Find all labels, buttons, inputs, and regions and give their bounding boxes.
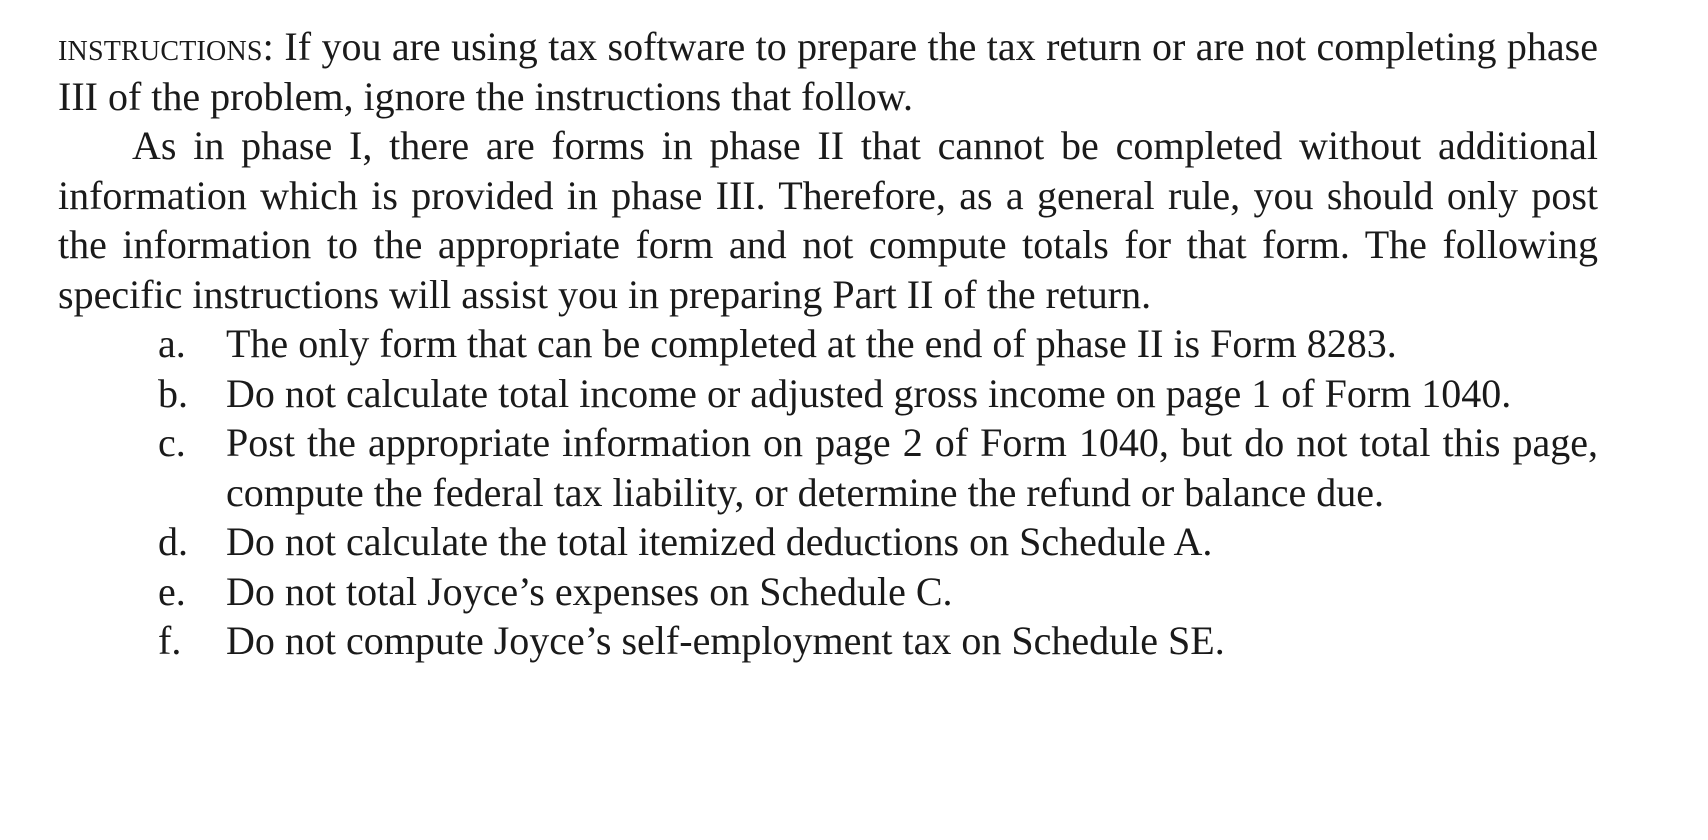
intro-paragraph xyxy=(58,22,1598,121)
list-item xyxy=(58,517,1598,567)
list-item xyxy=(58,369,1598,419)
list-item xyxy=(58,418,1598,517)
list-item-text: The only form that can be completed at the end of phase II is Form 8283. xyxy=(226,321,1397,366)
list-item-marker: e. xyxy=(158,568,186,614)
list-item-text: Post the appropriate information on page 2 of Form 1040, but do not total this page, compute the federal tax liability, or determine the refund or balance due. xyxy=(226,420,1598,515)
list-item xyxy=(58,616,1598,666)
list-item xyxy=(58,319,1598,369)
list-item-text: Do not compute Joyce’s self-employment tax on Schedule SE. xyxy=(226,618,1225,663)
list-item-text: Do not calculate total income or adjusted gross income on page 1 of Form 1040. xyxy=(226,370,1512,416)
instruction-list xyxy=(58,319,1598,666)
list-item-marker: b. xyxy=(158,370,188,416)
instructions-document xyxy=(58,22,1598,666)
list-item-marker: d. xyxy=(158,519,188,564)
list-item-marker: f. xyxy=(158,618,182,663)
list-item-text: Do not total Joyce’s expenses on Schedule C. xyxy=(226,568,953,614)
intro-text: If you are using tax software to prepare the tax return or are not completing phase III of the problem, ignore the instructions that follow. xyxy=(58,24,1598,119)
instructions-lead: instructions: xyxy=(58,24,274,69)
body-paragraph: As in phase I, there are forms in phase II that cannot be completed without additional information which is provided in phase III. Therefore, as a general rule, you should only post the information to the appropriate form and not compute totals for that form. The following specific instructions will assist you in preparing Part II of the return. xyxy=(58,123,1598,317)
list-item-text: Do not calculate the total itemized deductions on Schedule A. xyxy=(226,519,1213,564)
list-item-marker: a. xyxy=(158,321,186,366)
list-item-marker: c. xyxy=(158,420,186,465)
list-item xyxy=(58,567,1598,617)
